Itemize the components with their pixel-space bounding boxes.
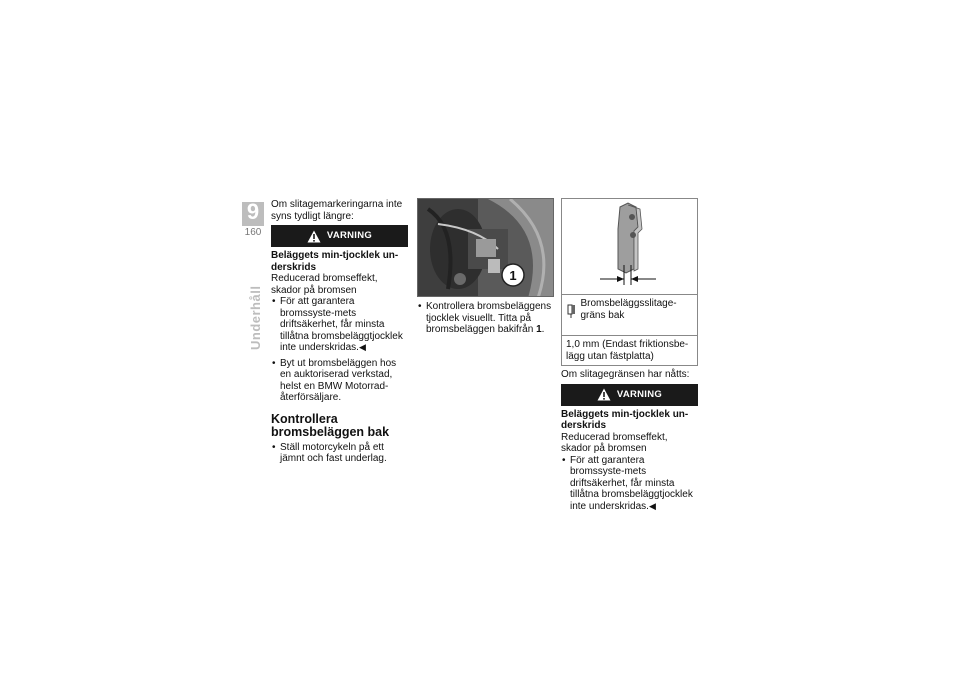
- column-3: [561, 198, 698, 512]
- list-item-end: .: [541, 324, 545, 335]
- spec-table: [561, 295, 698, 366]
- brake-photo-image: [418, 199, 554, 297]
- warning-banner: [561, 384, 698, 406]
- photo-callout-number: 1: [509, 268, 517, 283]
- spec-label: Bromsbeläggsslitage-gräns bak: [580, 298, 677, 321]
- brake-pad-diagram: [561, 198, 698, 295]
- end-of-section-icon: ◀: [648, 500, 656, 511]
- warning-triangle-icon: [597, 388, 611, 401]
- list-item: [417, 301, 554, 336]
- list-item-text: För att garantera bromssyste-mets driftsäkerhet, får minsta tillåtna bromsbeläggtjocklek inte underskridas.: [280, 296, 403, 353]
- list-item: [271, 296, 408, 354]
- list-item-text: För att garantera bromssyste-mets driftsäkerhet, får minsta tillåtna bromsbeläggtjocklek inte underskridas.: [570, 454, 693, 512]
- section-heading: Kontrollera bromsbeläggen bak: [271, 411, 390, 439]
- warning-consequence: Reducerad bromseffekt, skador på bromsen: [561, 431, 668, 454]
- warning-label: VARNING: [616, 388, 663, 400]
- brake-pad-icon: [566, 298, 580, 332]
- chapter-number: 9: [246, 199, 260, 224]
- end-of-section-icon: ◀: [358, 342, 366, 352]
- intro-text: Om slitagemarkeringarna inte syns tydligt längre:: [271, 199, 403, 222]
- list-item-text: Byt ut bromsbeläggen hos en auktoriserad verkstad, helst en BMW Motorrad-återförsäljare.: [280, 357, 397, 403]
- warning-triangle-icon: [307, 230, 321, 243]
- spec-label-row: [562, 295, 697, 336]
- brake-photo: [417, 198, 554, 297]
- list-item: [271, 358, 408, 404]
- page-number: 160: [244, 227, 262, 238]
- callout-ref: 1: [536, 324, 542, 335]
- list-item-text: Ställ motorcykeln på ett jämnt och fast underlag.: [280, 441, 387, 464]
- warning-title: Beläggets min-tjocklek un-derskrids: [271, 250, 399, 273]
- column-1: [271, 199, 408, 465]
- warning-title: Beläggets min-tjocklek un-derskrids: [561, 408, 689, 431]
- brake-pad-drawing: [562, 199, 698, 295]
- warning-banner: [271, 225, 408, 247]
- spec-value: 1,0 mm (Endast friktionsbe-lägg utan fästplatta): [566, 339, 689, 362]
- warning-consequence: Reducerad bromseffekt, skador på bromsen: [271, 273, 378, 296]
- warning-label: VARNING: [326, 230, 373, 242]
- intro-text: Om slitagegränsen har nåtts:: [561, 369, 690, 380]
- list-item: [561, 455, 698, 513]
- list-item-text: Kontrollera bromsbeläggens tjocklek visuellt. Titta på bromsbeläggen bakifrån: [426, 301, 552, 335]
- column-2: [417, 198, 554, 336]
- section-title-vertical: Underhåll: [248, 285, 263, 350]
- list-item: [271, 442, 408, 465]
